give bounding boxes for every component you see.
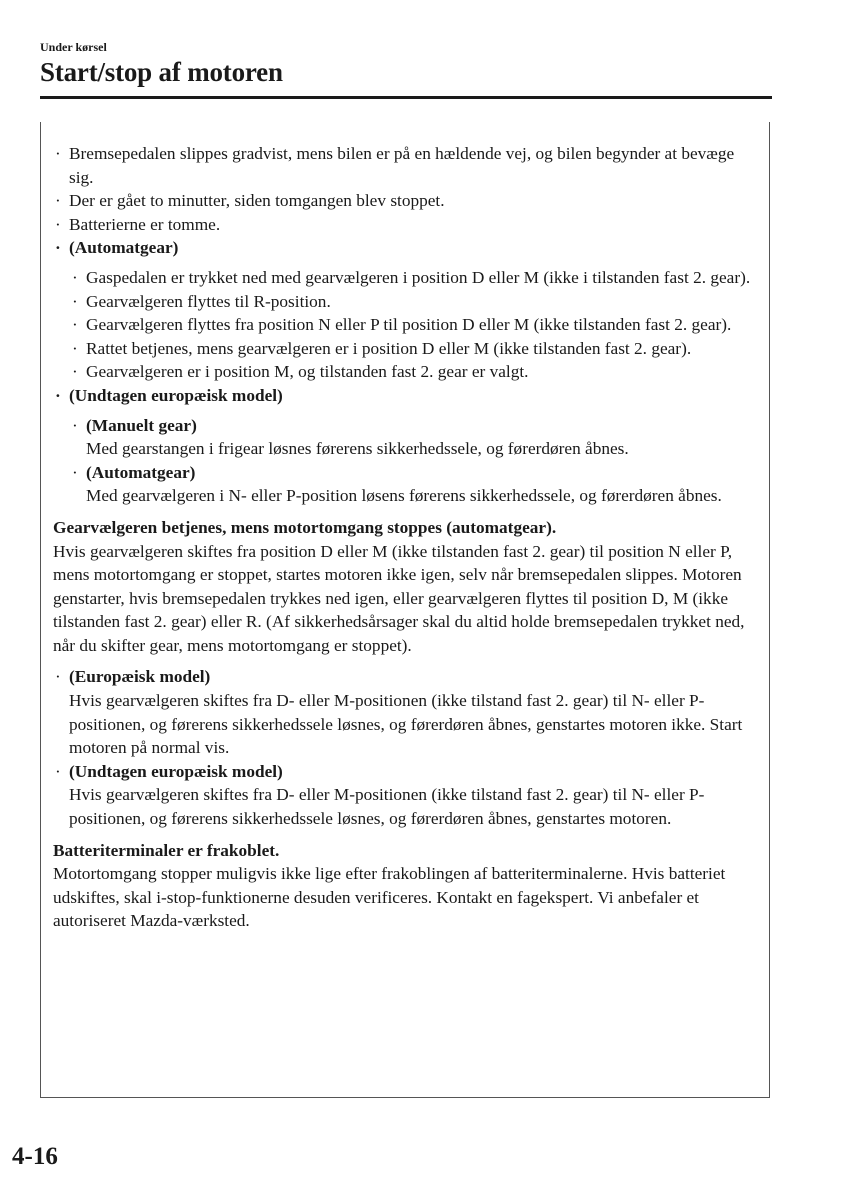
list-item: [53, 665, 759, 759]
paragraph: Motortomgang stopper muligvis ikke lige efter frakoblingen af batteriterminalerne. Hvis batteriet udskiftes, skal i-stop-funktionerne desuden verificeres. Kontakt en fagekspert. Vi anbefaler et autoriseret Mazda-værksted.: [53, 864, 726, 931]
page-number: 4-16: [12, 1143, 58, 1170]
paragraph: Hvis gearvælgeren skiftes fra position D eller M (ikke tilstanden fast 2. gear) til position N eller P, mens motortomgang er stoppet, startes motoren ikke igen, selv når bremsepedalen slippes. Motoren genstarter, hvis bremsepedalen trykkes ned igen, eller gearvælgeren flyttes til position D, M (ikke tilstanden fast 2. gear) eller R. (Af sikkerhedsårsager skal du altid holde bremsepedalen trykket ned, når du skifter gear, mens motortomgang er stoppet).: [53, 541, 745, 655]
list-item: [70, 414, 759, 461]
subheading: · (Undtagen europæisk model): [69, 761, 283, 781]
list-item: · (Automatgear): [53, 236, 759, 260]
paragraph: Med gearvælgeren i N- eller P-position løsens førerens sikkerhedssele, og førerdøren åbnes.: [86, 486, 722, 506]
list-item: · Batterierne er tomme.: [53, 213, 759, 237]
list-item: · Rattet betjenes, mens gearvælgeren er i position D eller M (ikke tilstanden fast 2. gear).: [70, 337, 759, 361]
section-heading: Gearvælgeren betjenes, mens motortomgang stoppes (automatgear).: [53, 517, 557, 537]
paragraph: Hvis gearvælgeren skiftes fra D- eller M-positionen (ikke tilstand fast 2. gear) til N- eller P-positionen, og førerens sikkerhedssele løsnes, og førerdøren åbnes, genstartes motoren ikke. Start motoren på normal vis.: [69, 691, 743, 758]
subheading: · (Europæisk model): [69, 667, 211, 687]
list-item: · Gearvælgeren er i position M, og tilstanden fast 2. gear er valgt.: [70, 360, 759, 384]
list-item: [70, 461, 759, 508]
paragraph: Hvis gearvælgeren skiftes fra D- eller M-positionen (ikke tilstand fast 2. gear) til N- eller P-positionen, og førerens sikkerhedssele løsnes, og førerdøren åbnes, genstartes motoren.: [69, 785, 705, 829]
section-heading: Batteriterminaler er frakoblet.: [53, 840, 280, 860]
subheading: · (Automatgear): [86, 462, 196, 482]
title-rule: [40, 96, 772, 99]
section-label: Under kørsel: [40, 40, 107, 54]
list-item: · Gearvælgeren flyttes fra position N eller P til position D eller M (ikke tilstanden fast 2. gear).: [70, 313, 759, 337]
page-title: Start/stop af motoren: [40, 57, 283, 87]
content: [53, 142, 759, 933]
list-item: · Der er gået to minutter, siden tomgangen blev stoppet.: [53, 189, 759, 213]
list-item: · (Undtagen europæisk model): [53, 384, 759, 408]
subheading: · (Manuelt gear): [86, 415, 197, 435]
list-item: · Gearvælgeren flyttes til R-position.: [70, 290, 759, 314]
list-item: · Gaspedalen er trykket ned med gearvælgeren i position D eller M (ikke i tilstanden fast 2. gear).: [70, 266, 759, 290]
list-item: [53, 760, 759, 831]
list-item: · Bremsepedalen slippes gradvist, mens bilen er på en hældende vej, og bilen begynder at bevæge sig.: [53, 142, 759, 189]
paragraph: Med gearstangen i frigear løsnes førerens sikkerhedssele, og førerdøren åbnes.: [86, 439, 629, 459]
